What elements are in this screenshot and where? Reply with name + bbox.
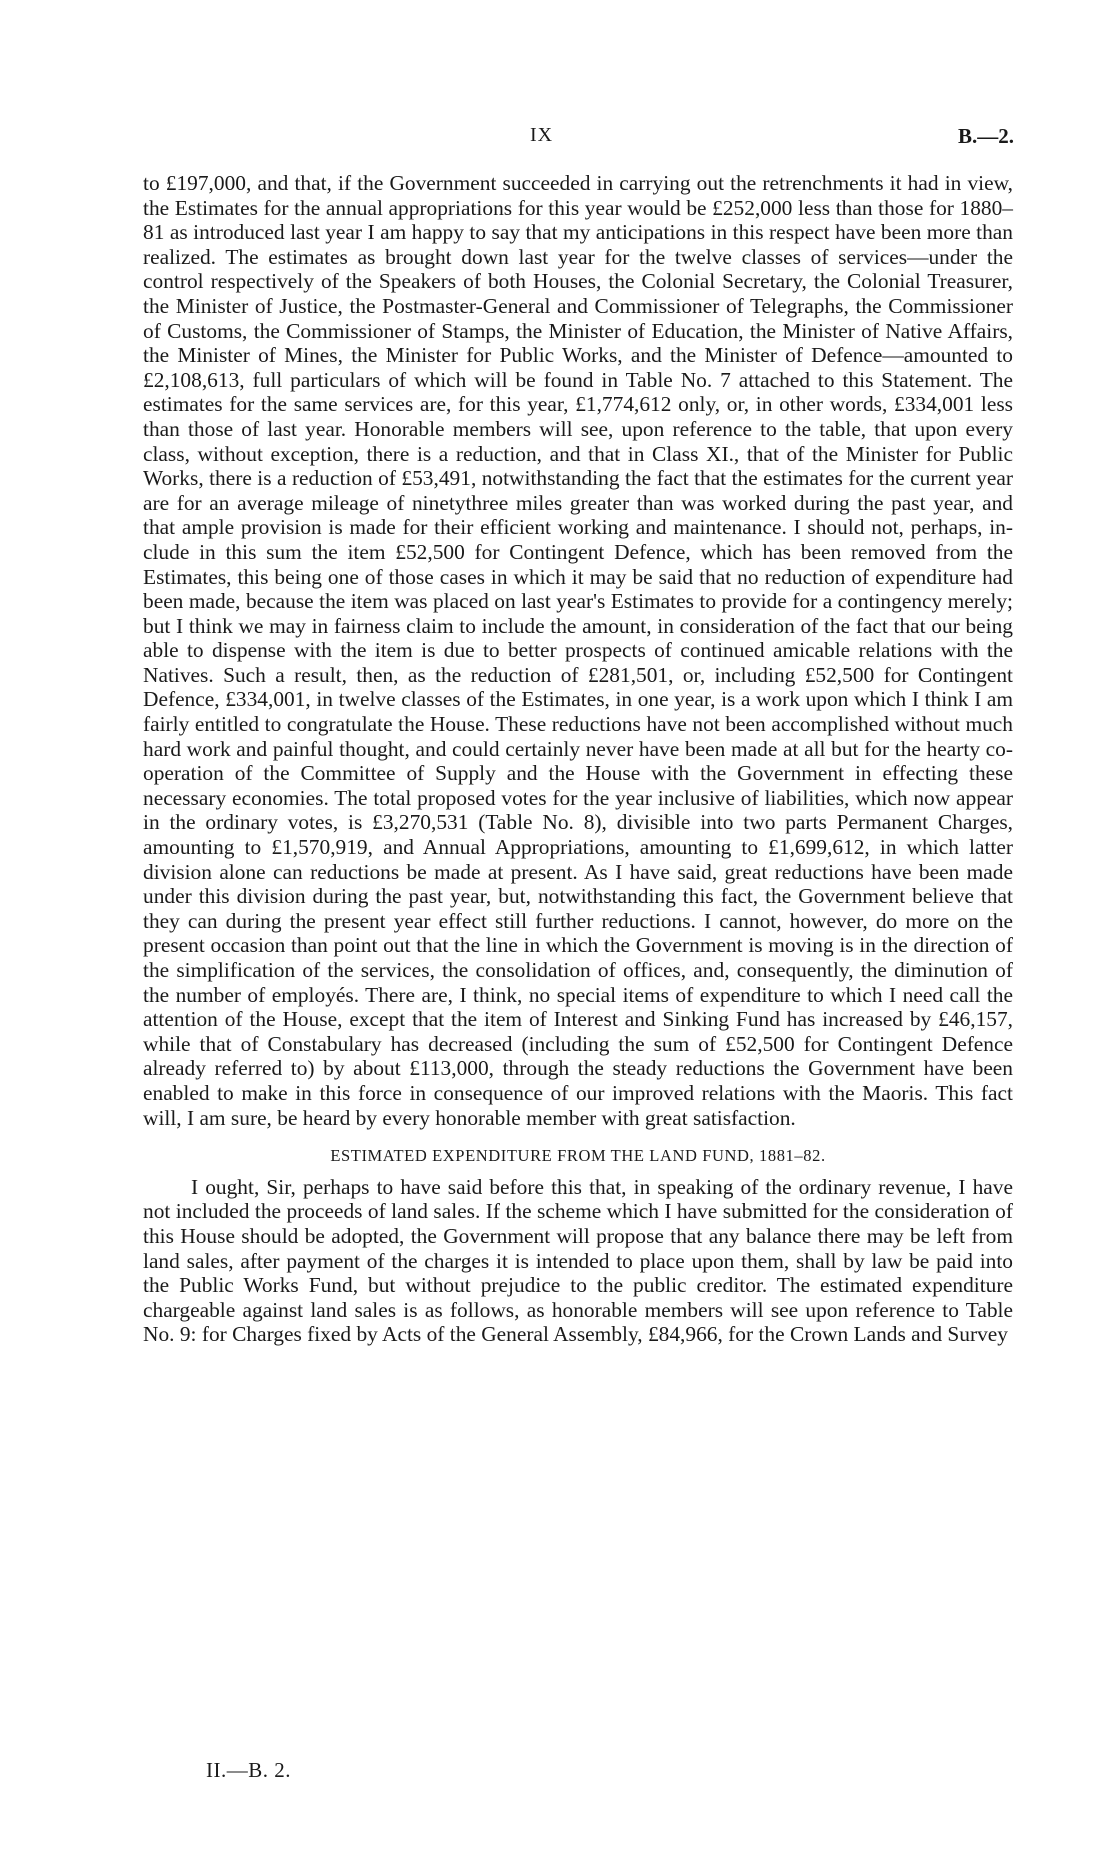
section-heading: ESTIMATED EXPENDITURE FROM THE LAND FUND, 1881–82.	[330, 1146, 826, 1166]
paragraph-land-fund: I ought, Sir, perhaps to have said before this that, in speaking of the ordinary revenue, I have not included the proceeds of land sales. If the scheme which I have submitted for the consideration of this House should be adopted, the Government will propose that any balance there may be left from land sales, after payment of the charges it is intended to place upon them, shall by law be paid into the Public Works Fund, but without prejudice to the public creditor. The estimated expenditure chargeable against land sales is as follows, as honorable members will see upon reference to Table No. 9: for Charges fixed by Acts of the General Assembly, £84,966, for the Crown Lands and Survey	[143, 1174, 1013, 1347]
page-header	[0, 124, 1114, 154]
body-text	[143, 171, 1013, 1347]
paragraph-continued: to £197,000, and that, if the Government succeeded in carrying out the retrenchments it had in view, the Estimates for the annual appropriations for this year would be £252,000 less than those for 1880–81 as introduced last year I am happy to say that my anticipations in this respect have been more than realized. The estimates as brought down last year for the twelve classes of services—under the control respectively of the Speakers of both Houses, the Colonial Secretary, the Colonial Treasurer, the Minister of Justice, the Postmaster-General and Commissioner of Telegraphs, the Commissioner of Customs, the Commissioner of Stamps, the Minister of Education, the Minister of Native Affairs, the Minister of Mines, the Minister for Public Works, and the Minister of Defence—amounted to £2,108,613, full particulars of which will be found in Table No. 7 attached to this Statement. The estimates for the same services are, for this year, £1,774,612 only, or, in other words, £334,001 less than those of last year. Honorable members will see, upon reference to the table, that upon every class, without exception, there is a reduction, and that in Class XI., that of the Minister for Public Works, there is a reduction of £53,491, notwithstanding the fact that the estimates for the current year are for an average mileage of ninetythree miles greater than was worked during the past year, and that ample provision is made for their efficient working and maintenance. I should not, perhaps, include in this sum the item £52,500 for Contingent Defence, which has been removed from the Estimates, this being one of those cases in which it may be said that no reduction of expenditure had been made, because the item was placed on last year's Estimates to provide for a contingency merely; but I think we may in fairness claim to include the amount, in consideration of the fact that our being able to dispense with the item is due to better prospects of continued amicable relations with the Natives. Such a result, then, as the reduction of £281,501, or, including £52,500 for Contingent Defence, £334,001, in twelve classes of the Estimates, in one year, is a work upon which I think I am fairly entitled to congratulate the House. These reductions have not been accomplished without much hard work and painful thought, and could certainly never have been made at all but for the hearty co-operation of the Committee of Supply and the House with the Government in effecting these necessary economies. The total proposed votes for the year inclusive of liabilities, which now appear in the ordinary votes, is £3,270,531 (Table No. 8), divisible into two parts Permanent Charges, amounting to £1,570,919, and Annual Appropriations, amounting to £1,699,612, in which latter division alone can reductions be made at present. As I have said, great reductions have been made under this division during the past year, but, notwithstanding this fact, the Government believe that they can during the present year effect still further reductions. I cannot, however, do more on the present occasion than point out that the line in which the Government is moving is in the direction of the simplification of the services, the consolidation of offices, and, consequently, the diminution of the number of employés. There are, I think, no special items of expenditure to which I need call the attention of the House, except that the item of Interest and Sinking Fund has increased by £46,157, while that of Constabulary has decreased (including the sum of £52,500 for Contingent Defence already referred to) by about £113,000, through the steady reductions the Government have been enabled to make in this force in consequence of our improved relations with the Maoris. This fact will, I am sure, be heard by every honorable member with great satisfaction.	[143, 171, 1013, 1130]
document-reference: B.—2.	[957, 124, 1014, 148]
page-number: IX	[530, 124, 554, 146]
sheet-signature: II.—B. 2.	[206, 1758, 291, 1782]
